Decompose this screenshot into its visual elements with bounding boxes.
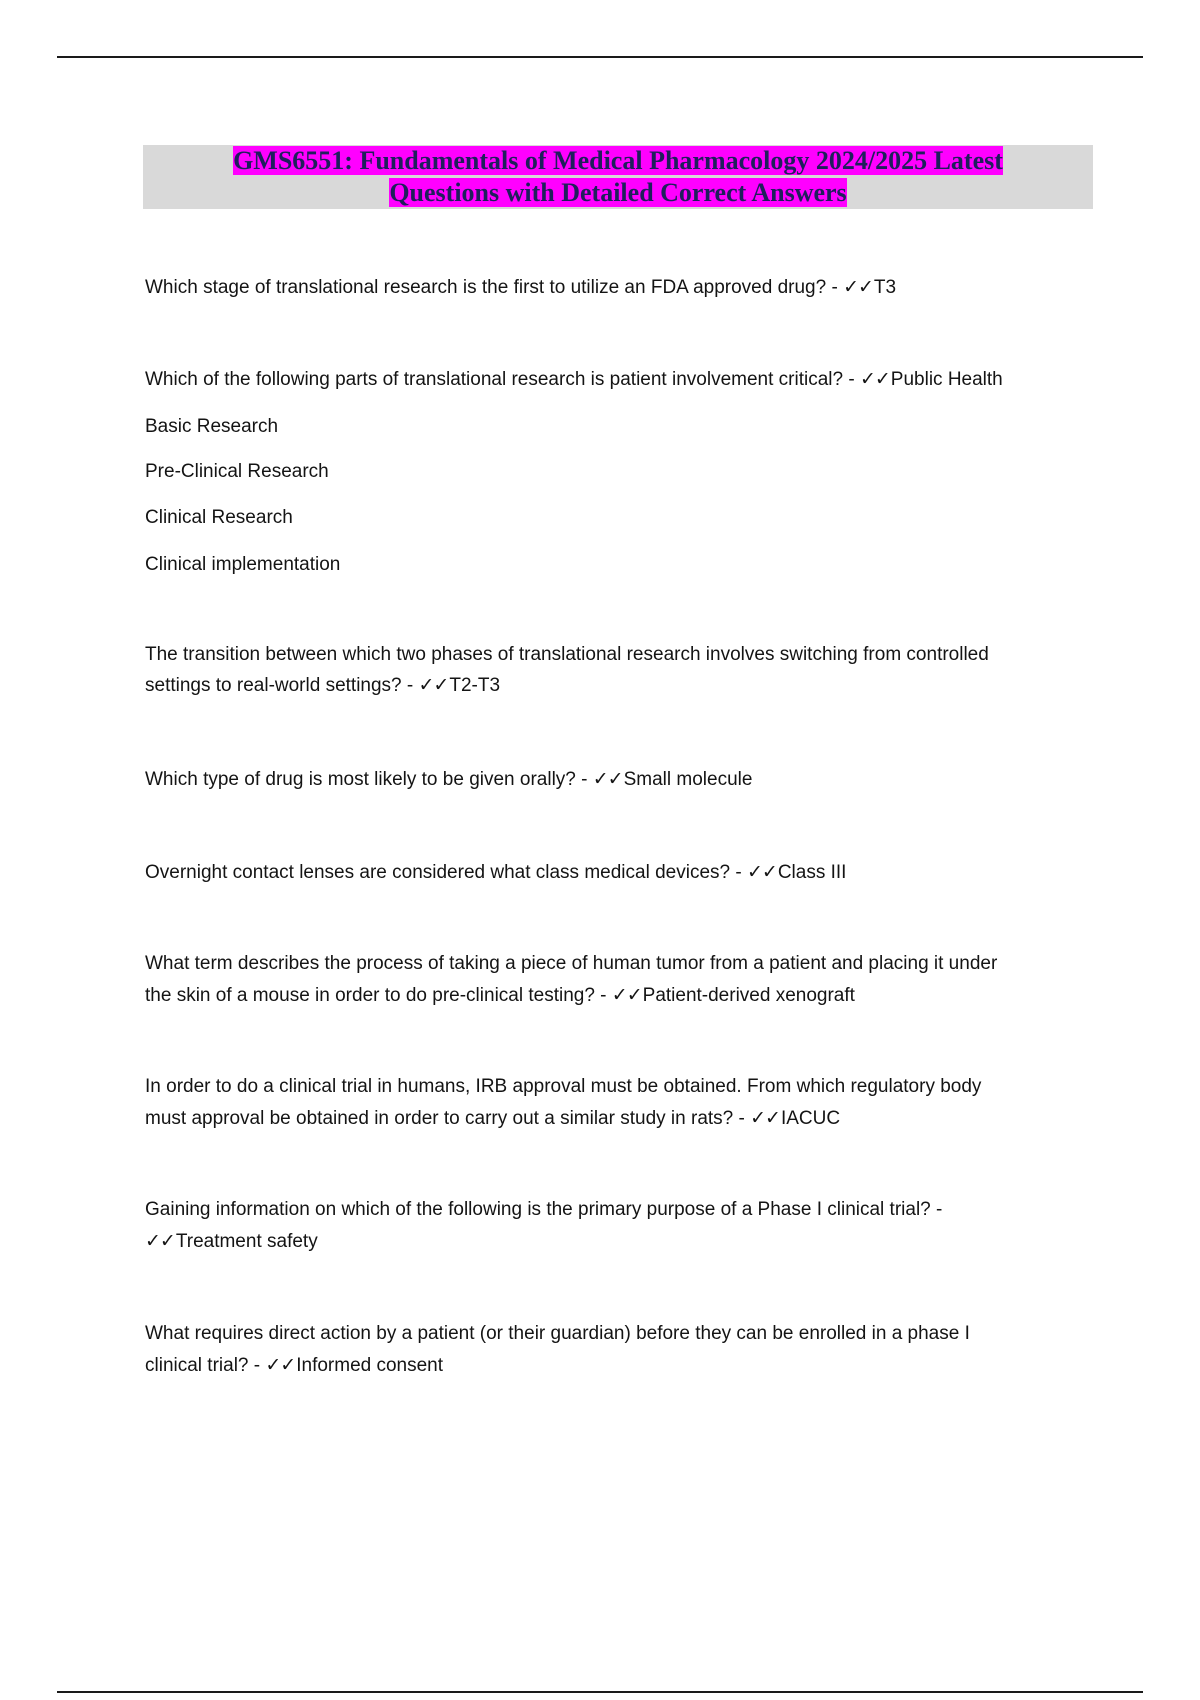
- option-item: Clinical implementation: [145, 554, 341, 575]
- check-icon: ✓✓: [746, 862, 777, 883]
- answer-text: Patient-derived xenograft: [642, 985, 855, 1006]
- bottom-rule: [57, 1691, 1143, 1693]
- question-text: must approval be obtained in order to carry out a similar study in rats? -: [145, 1108, 751, 1129]
- question-line: Gaining information on which of the following is the primary purpose of a Phase I clinical trial? -: [145, 1199, 943, 1220]
- question-line: What term describes the process of taking a piece of human tumor from a patient and placing it under: [145, 953, 998, 974]
- answer-text: T2-T3: [449, 675, 501, 696]
- answer-text: Public Health: [890, 369, 1003, 390]
- question-text: Which of the following parts of translational research is patient involvement critical? -: [145, 369, 860, 390]
- check-icon: ✓✓: [750, 1108, 780, 1129]
- answer-text: IACUC: [780, 1108, 841, 1129]
- check-icon: ✓✓: [592, 769, 623, 790]
- answer-text: Class III: [777, 862, 847, 883]
- answer-text: Treatment safety: [175, 1231, 318, 1252]
- qa-item-4: [145, 764, 1095, 796]
- document-title: [143, 145, 1093, 209]
- question-text: Overnight contact lenses are considered what class medical devices? -: [145, 862, 747, 883]
- qa-item-5: [145, 857, 1095, 889]
- check-icon: ✓✓: [859, 369, 890, 390]
- option-item: Pre-Clinical Research: [145, 461, 329, 482]
- answer-text: Small molecule: [623, 769, 753, 790]
- question-text: the skin of a mouse in order to do pre-clinical testing? -: [145, 985, 612, 1006]
- qa-item-7: [145, 1103, 1095, 1135]
- qa-item-6: [145, 980, 1095, 1012]
- answer-text: Informed consent: [296, 1355, 444, 1376]
- title-line-1: GMS6551: Fundamentals of Medical Pharmacology 2024/2025 Latest: [233, 146, 1003, 175]
- check-icon: ✓✓: [611, 985, 642, 1006]
- check-icon: ✓✓: [843, 277, 873, 298]
- question-text: settings to real-world settings? -: [145, 675, 419, 696]
- question-line: The transition between which two phases of translational research involves switching from controlled: [145, 644, 989, 665]
- qa-item-8: [145, 1226, 1095, 1258]
- option-item: Basic Research: [145, 416, 279, 437]
- question-line: In order to do a clinical trial in humans, IRB approval must be obtained. From which regulatory body: [145, 1076, 982, 1097]
- check-icon: ✓✓: [265, 1355, 296, 1376]
- question-text: clinical trial? -: [145, 1355, 266, 1376]
- qa-item-3: [145, 670, 1095, 702]
- option-item: Clinical Research: [145, 507, 293, 528]
- top-rule: [57, 56, 1143, 58]
- title-line-2: Questions with Detailed Correct Answers: [389, 178, 847, 207]
- answer-text: T3: [873, 277, 897, 298]
- qa-item-2: [145, 364, 1095, 396]
- check-icon: ✓✓: [145, 1231, 175, 1252]
- question-text: Which stage of translational research is the first to utilize an FDA approved drug? -: [145, 277, 844, 298]
- question-text: Which type of drug is most likely to be given orally? -: [145, 769, 593, 790]
- check-icon: ✓✓: [418, 675, 449, 696]
- qa-item-9: [145, 1350, 1095, 1382]
- qa-item-1: [145, 272, 1095, 304]
- question-line: What requires direct action by a patient (or their guardian) before they can be enrolled in a phase I: [145, 1323, 970, 1344]
